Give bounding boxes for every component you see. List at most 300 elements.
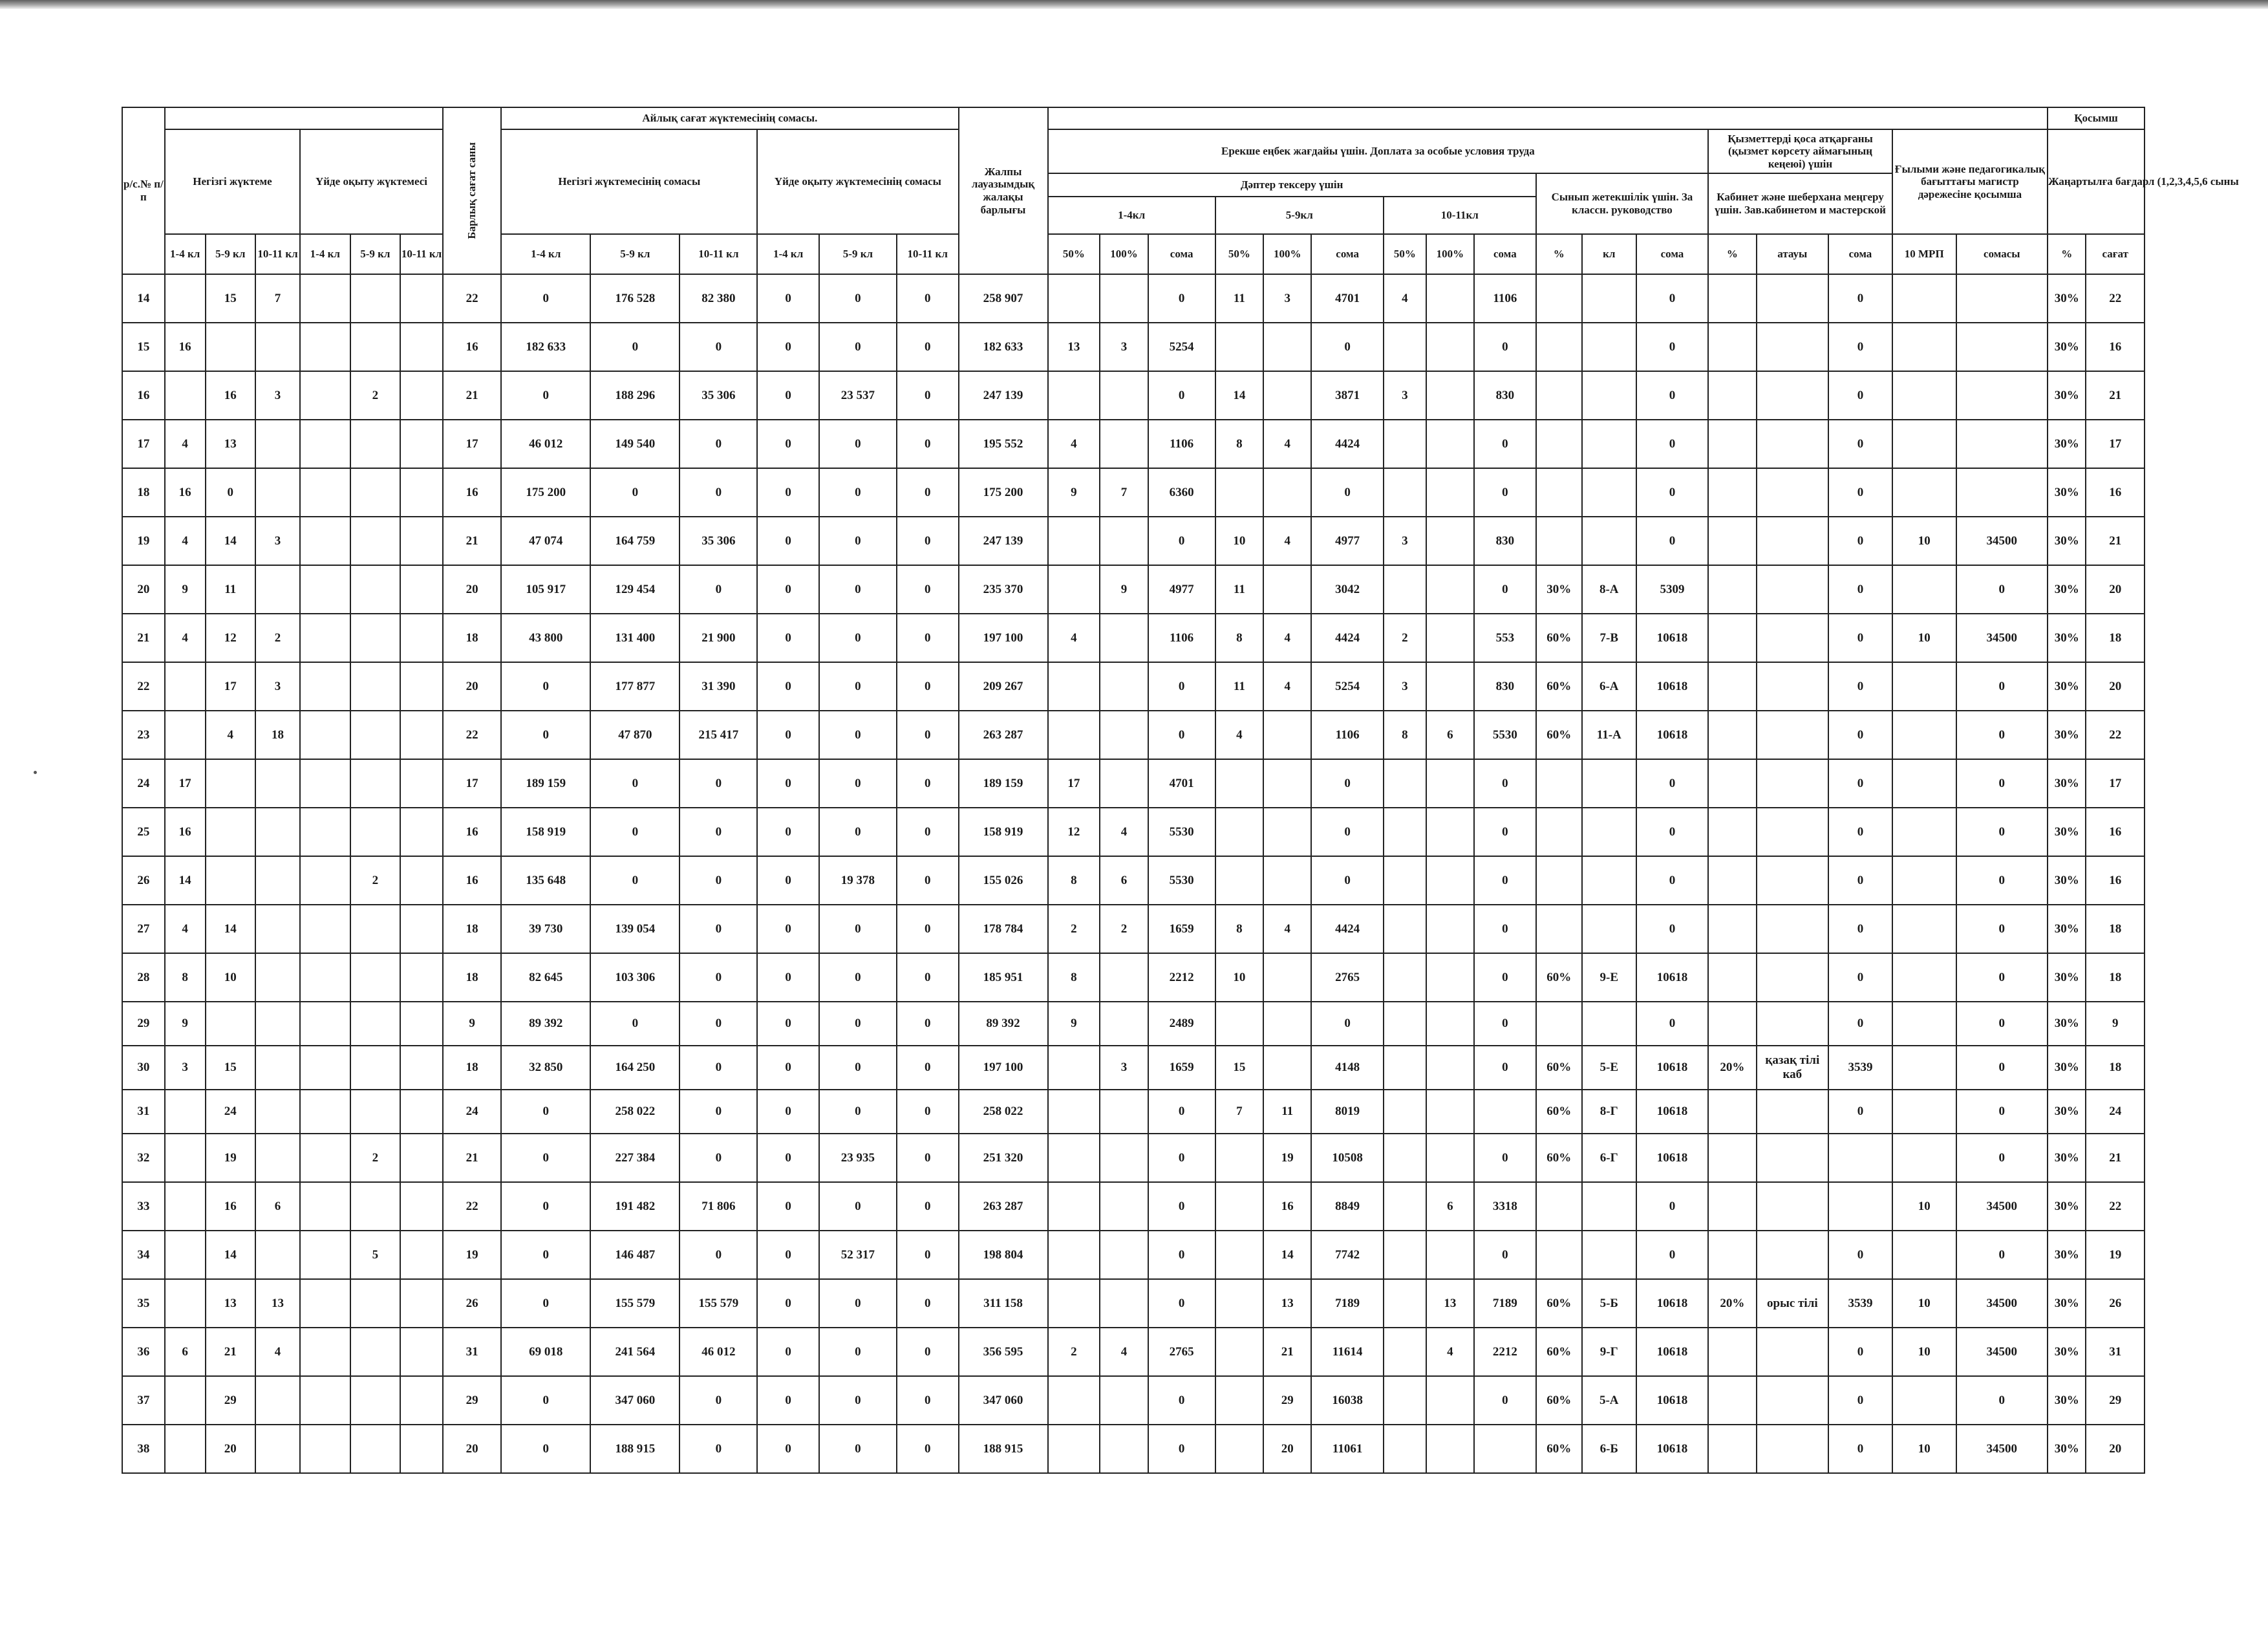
cell-nb14-100: 2 bbox=[1100, 905, 1148, 953]
cell-nb14-100 bbox=[1100, 371, 1148, 420]
cell-cab-soma: 0 bbox=[1828, 468, 1892, 517]
cell-nb59-100 bbox=[1263, 565, 1311, 614]
cell-basic-1-4 bbox=[165, 1425, 206, 1473]
cell-updated-pct: 30% bbox=[2048, 371, 2086, 420]
cell-updated-pct: 30% bbox=[2048, 1182, 2086, 1231]
cell-number: 17 bbox=[122, 420, 165, 468]
cell-nb14-soma: 0 bbox=[1148, 274, 1215, 323]
cell-homesum-10-11: 0 bbox=[897, 420, 959, 468]
cell-total-salary: 235 370 bbox=[959, 565, 1048, 614]
cell-updated-pct: 30% bbox=[2048, 468, 2086, 517]
cell-lead-class: 11-А bbox=[1582, 711, 1636, 759]
cell-nb14-100 bbox=[1100, 1376, 1148, 1425]
cell-updated-pct: 30% bbox=[2048, 1090, 2086, 1134]
cell-nb59-50 bbox=[1215, 1231, 1263, 1279]
cell-basic-1-4 bbox=[165, 1182, 206, 1231]
cell-nb59-soma: 0 bbox=[1311, 468, 1384, 517]
cell-homesum-10-11: 0 bbox=[897, 1328, 959, 1376]
cell-total-hours: 18 bbox=[443, 614, 501, 662]
cell-nb59-50 bbox=[1215, 1182, 1263, 1231]
cell-homesum-5-9: 0 bbox=[819, 1046, 897, 1090]
header-monthly-sum: Айлық сағат жүктемесінің сомасы. bbox=[501, 107, 958, 129]
cell-nb59-soma: 4701 bbox=[1311, 274, 1384, 323]
cell-nb1011-100 bbox=[1426, 420, 1474, 468]
cell-number: 31 bbox=[122, 1090, 165, 1134]
cell-science-mrp bbox=[1892, 468, 1956, 517]
cell-lead-soma: 0 bbox=[1636, 808, 1709, 856]
cell-nb14-100: 9 bbox=[1100, 565, 1148, 614]
sub-nb59-100: 100% bbox=[1263, 234, 1311, 274]
cell-science-mrp bbox=[1892, 1002, 1956, 1046]
cell-nb59-100 bbox=[1263, 371, 1311, 420]
cell-home-5-9 bbox=[350, 323, 401, 371]
cell-science-mrp bbox=[1892, 662, 1956, 711]
cell-science-mrp bbox=[1892, 1231, 1956, 1279]
cell-basic-5-9: 19 bbox=[206, 1134, 256, 1182]
cell-science-mrp: 10 bbox=[1892, 1182, 1956, 1231]
cell-homesum-5-9: 0 bbox=[819, 1279, 897, 1328]
cell-basic-5-9 bbox=[206, 323, 256, 371]
cell-nb59-soma: 0 bbox=[1311, 856, 1384, 905]
cell-lead-soma: 0 bbox=[1636, 274, 1709, 323]
cell-total-salary: 155 026 bbox=[959, 856, 1048, 905]
cell-cab-name bbox=[1757, 856, 1829, 905]
cell-homesum-5-9: 0 bbox=[819, 1182, 897, 1231]
cell-nb14-soma: 0 bbox=[1148, 662, 1215, 711]
table-row bbox=[122, 1279, 2145, 1328]
cell-nb14-soma: 4701 bbox=[1148, 759, 1215, 808]
cell-basicsum-5-9: 0 bbox=[590, 323, 679, 371]
cell-nb1011-50 bbox=[1384, 1182, 1426, 1231]
cell-updated-hours: 9 bbox=[2086, 1002, 2145, 1046]
cell-updated-pct: 30% bbox=[2048, 323, 2086, 371]
cell-homesum-1-4: 0 bbox=[757, 1279, 819, 1328]
cell-cab-name bbox=[1757, 711, 1829, 759]
cell-basicsum-10-11: 0 bbox=[679, 1231, 757, 1279]
cell-nb1011-100 bbox=[1426, 517, 1474, 565]
cell-basicsum-1-4: 189 159 bbox=[501, 759, 590, 808]
cell-nb1011-100 bbox=[1426, 808, 1474, 856]
cell-basic-10-11 bbox=[255, 1134, 300, 1182]
cell-nb14-soma: 5530 bbox=[1148, 856, 1215, 905]
cell-basic-10-11: 6 bbox=[255, 1182, 300, 1231]
cell-basic-5-9 bbox=[206, 856, 256, 905]
cell-nb14-100 bbox=[1100, 1425, 1148, 1473]
cell-total-hours: 20 bbox=[443, 1425, 501, 1473]
cell-homesum-1-4: 0 bbox=[757, 420, 819, 468]
cell-homesum-5-9: 52 317 bbox=[819, 1231, 897, 1279]
cell-home-5-9 bbox=[350, 905, 401, 953]
cell-total-salary: 197 100 bbox=[959, 1046, 1048, 1090]
cell-cab-name bbox=[1757, 517, 1829, 565]
cell-number: 15 bbox=[122, 323, 165, 371]
cell-basic-10-11 bbox=[255, 565, 300, 614]
table-row bbox=[122, 808, 2145, 856]
cell-basic-10-11 bbox=[255, 1376, 300, 1425]
cell-lead-class bbox=[1582, 420, 1636, 468]
cell-nb59-soma: 11061 bbox=[1311, 1425, 1384, 1473]
cell-home-10-11 bbox=[400, 856, 443, 905]
cell-basic-10-11: 2 bbox=[255, 614, 300, 662]
table-row bbox=[122, 759, 2145, 808]
cell-nb1011-soma: 0 bbox=[1474, 323, 1536, 371]
sub-nb14-100: 100% bbox=[1100, 234, 1148, 274]
cell-basicsum-10-11: 0 bbox=[679, 1002, 757, 1046]
cell-number: 27 bbox=[122, 905, 165, 953]
cell-home-10-11 bbox=[400, 1328, 443, 1376]
cell-nb59-50 bbox=[1215, 759, 1263, 808]
cell-cab-soma: 0 bbox=[1828, 711, 1892, 759]
cell-number: 26 bbox=[122, 856, 165, 905]
cell-cab-pct bbox=[1708, 905, 1756, 953]
sub-cab-soma: сома bbox=[1828, 234, 1892, 274]
cell-lead-class bbox=[1582, 1002, 1636, 1046]
cell-nb14-100 bbox=[1100, 1182, 1148, 1231]
cell-cab-name bbox=[1757, 759, 1829, 808]
cell-nb14-soma: 4977 bbox=[1148, 565, 1215, 614]
cell-nb1011-50 bbox=[1384, 953, 1426, 1002]
cell-homesum-10-11: 0 bbox=[897, 565, 959, 614]
cell-nb59-100 bbox=[1263, 323, 1311, 371]
cell-updated-pct: 30% bbox=[2048, 1231, 2086, 1279]
cell-total-salary: 251 320 bbox=[959, 1134, 1048, 1182]
cell-nb14-100: 3 bbox=[1100, 1046, 1148, 1090]
cell-nb1011-soma bbox=[1474, 1090, 1536, 1134]
sub-lead-soma: сома bbox=[1636, 234, 1709, 274]
cell-basicsum-1-4: 0 bbox=[501, 1231, 590, 1279]
cell-nb1011-soma bbox=[1474, 1425, 1536, 1473]
cell-science-mrp bbox=[1892, 953, 1956, 1002]
cell-homesum-1-4: 0 bbox=[757, 323, 819, 371]
cell-cab-soma: 0 bbox=[1828, 905, 1892, 953]
sub-homesum-10-11: 10-11 кл bbox=[897, 234, 959, 274]
header-cabinet: Кабинет және шеберхана меңгеру үшін. Зав.кабинетом и мастерской bbox=[1708, 173, 1892, 234]
cell-basicsum-10-11: 0 bbox=[679, 1090, 757, 1134]
cell-home-10-11 bbox=[400, 905, 443, 953]
cell-nb1011-soma: 0 bbox=[1474, 565, 1536, 614]
cell-lead-pct bbox=[1536, 1002, 1582, 1046]
cell-basic-1-4: 16 bbox=[165, 468, 206, 517]
cell-nb14-soma: 0 bbox=[1148, 517, 1215, 565]
cell-home-5-9 bbox=[350, 1425, 401, 1473]
cell-nb14-soma: 1106 bbox=[1148, 614, 1215, 662]
cell-total-hours: 24 bbox=[443, 1090, 501, 1134]
sub-lead-kl: кл bbox=[1582, 234, 1636, 274]
cell-lead-soma: 10618 bbox=[1636, 614, 1709, 662]
cell-home-5-9 bbox=[350, 517, 401, 565]
cell-basic-1-4 bbox=[165, 662, 206, 711]
cell-science-sum: 34500 bbox=[1956, 614, 2048, 662]
cell-total-salary: 258 907 bbox=[959, 274, 1048, 323]
cell-nb14-100 bbox=[1100, 1090, 1148, 1134]
cell-total-salary: 209 267 bbox=[959, 662, 1048, 711]
cell-basicsum-5-9: 0 bbox=[590, 468, 679, 517]
cell-basicsum-1-4: 0 bbox=[501, 1182, 590, 1231]
table-row bbox=[122, 371, 2145, 420]
cell-science-sum bbox=[1956, 274, 2048, 323]
cell-basic-10-11: 3 bbox=[255, 517, 300, 565]
cell-number: 36 bbox=[122, 1328, 165, 1376]
cell-basic-5-9: 0 bbox=[206, 468, 256, 517]
sub-nb59-50: 50% bbox=[1215, 234, 1263, 274]
cell-total-salary: 195 552 bbox=[959, 420, 1048, 468]
cell-basicsum-10-11: 0 bbox=[679, 323, 757, 371]
cell-home-5-9 bbox=[350, 1328, 401, 1376]
cell-science-mrp bbox=[1892, 274, 1956, 323]
cell-basicsum-10-11: 0 bbox=[679, 468, 757, 517]
cell-basic-5-9: 14 bbox=[206, 517, 256, 565]
cell-number: 23 bbox=[122, 711, 165, 759]
cell-nb1011-50: 8 bbox=[1384, 711, 1426, 759]
cell-homesum-1-4: 0 bbox=[757, 614, 819, 662]
sub-homesum-5-9: 5-9 кл bbox=[819, 234, 897, 274]
cell-nb59-100 bbox=[1263, 953, 1311, 1002]
cell-nb1011-50 bbox=[1384, 1046, 1426, 1090]
cell-homesum-10-11: 0 bbox=[897, 905, 959, 953]
cell-cab-soma: 0 bbox=[1828, 1376, 1892, 1425]
cell-nb1011-soma: 0 bbox=[1474, 759, 1536, 808]
cell-cab-pct bbox=[1708, 1182, 1756, 1231]
cell-basic-1-4 bbox=[165, 711, 206, 759]
header-grade-10-11: 10-11кл bbox=[1384, 197, 1536, 234]
cell-home-10-11 bbox=[400, 662, 443, 711]
sub-basicsum-10-11: 10-11 кл bbox=[679, 234, 757, 274]
cell-home-10-11 bbox=[400, 1376, 443, 1425]
cell-homesum-5-9: 0 bbox=[819, 1090, 897, 1134]
cell-number: 24 bbox=[122, 759, 165, 808]
cell-lead-soma: 10618 bbox=[1636, 711, 1709, 759]
cell-homesum-1-4: 0 bbox=[757, 808, 819, 856]
table-row bbox=[122, 1134, 2145, 1182]
cell-nb14-soma: 2765 bbox=[1148, 1328, 1215, 1376]
cell-science-sum: 0 bbox=[1956, 1002, 2048, 1046]
cell-nb14-100 bbox=[1100, 517, 1148, 565]
cell-cab-soma: 0 bbox=[1828, 662, 1892, 711]
cell-basic-1-4: 4 bbox=[165, 905, 206, 953]
cell-home-10-11 bbox=[400, 468, 443, 517]
cell-nb14-100 bbox=[1100, 711, 1148, 759]
cell-nb1011-50 bbox=[1384, 1279, 1426, 1328]
cell-home-5-9 bbox=[350, 274, 401, 323]
cell-homesum-5-9: 0 bbox=[819, 565, 897, 614]
cell-homesum-10-11: 0 bbox=[897, 1134, 959, 1182]
cell-homesum-1-4: 0 bbox=[757, 953, 819, 1002]
cell-home-5-9 bbox=[350, 759, 401, 808]
header-home-load: Үйде оқыту жүктемесі bbox=[300, 129, 443, 234]
cell-nb1011-soma: 3318 bbox=[1474, 1182, 1536, 1231]
cell-nb59-100 bbox=[1263, 711, 1311, 759]
cell-updated-hours: 18 bbox=[2086, 953, 2145, 1002]
cell-nb14-50 bbox=[1048, 517, 1100, 565]
cell-nb14-100: 4 bbox=[1100, 808, 1148, 856]
cell-nb59-100 bbox=[1263, 856, 1311, 905]
cell-cab-name bbox=[1757, 905, 1829, 953]
cell-cab-name: қазақ тілі каб bbox=[1757, 1046, 1829, 1090]
cell-nb14-soma: 1659 bbox=[1148, 905, 1215, 953]
cell-nb59-50 bbox=[1215, 1328, 1263, 1376]
cell-cab-pct bbox=[1708, 856, 1756, 905]
cell-homesum-5-9: 0 bbox=[819, 953, 897, 1002]
cell-basic-1-4 bbox=[165, 274, 206, 323]
cell-cab-name bbox=[1757, 323, 1829, 371]
cell-basicsum-1-4: 0 bbox=[501, 662, 590, 711]
cell-home-1-4 bbox=[300, 517, 350, 565]
cell-lead-class: 6-А bbox=[1582, 662, 1636, 711]
cell-updated-hours: 21 bbox=[2086, 1134, 2145, 1182]
cell-number: 19 bbox=[122, 517, 165, 565]
cell-nb59-100 bbox=[1263, 468, 1311, 517]
cell-basic-1-4: 8 bbox=[165, 953, 206, 1002]
cell-homesum-1-4: 0 bbox=[757, 905, 819, 953]
cell-lead-pct: 60% bbox=[1536, 953, 1582, 1002]
cell-nb59-50: 11 bbox=[1215, 565, 1263, 614]
cell-nb1011-soma: 0 bbox=[1474, 1002, 1536, 1046]
cell-basic-5-9: 17 bbox=[206, 662, 256, 711]
cell-homesum-10-11: 0 bbox=[897, 1090, 959, 1134]
cell-lead-class: 9-Г bbox=[1582, 1328, 1636, 1376]
cell-homesum-10-11: 0 bbox=[897, 662, 959, 711]
table-row bbox=[122, 953, 2145, 1002]
cell-nb59-100: 11 bbox=[1263, 1090, 1311, 1134]
cell-lead-soma: 10618 bbox=[1636, 1134, 1709, 1182]
cell-nb14-soma: 0 bbox=[1148, 1231, 1215, 1279]
cell-science-mrp bbox=[1892, 565, 1956, 614]
cell-nb14-50 bbox=[1048, 371, 1100, 420]
cell-home-1-4 bbox=[300, 1425, 350, 1473]
cell-cab-pct bbox=[1708, 711, 1756, 759]
cell-basicsum-5-9: 0 bbox=[590, 856, 679, 905]
cell-lead-soma: 0 bbox=[1636, 323, 1709, 371]
table-row bbox=[122, 565, 2145, 614]
cell-nb59-soma: 5254 bbox=[1311, 662, 1384, 711]
cell-cab-pct bbox=[1708, 371, 1756, 420]
cell-nb14-50 bbox=[1048, 1231, 1100, 1279]
cell-cab-name bbox=[1757, 614, 1829, 662]
cell-nb14-100 bbox=[1100, 420, 1148, 468]
cell-science-mrp: 10 bbox=[1892, 614, 1956, 662]
cell-homesum-1-4: 0 bbox=[757, 1376, 819, 1425]
cell-basicsum-5-9: 241 564 bbox=[590, 1328, 679, 1376]
cell-homesum-1-4: 0 bbox=[757, 1090, 819, 1134]
cell-nb14-50 bbox=[1048, 1425, 1100, 1473]
cell-cab-soma: 0 bbox=[1828, 759, 1892, 808]
cell-cab-pct bbox=[1708, 1328, 1756, 1376]
sub-updated-hours: сағат bbox=[2086, 234, 2145, 274]
cell-nb1011-50 bbox=[1384, 1425, 1426, 1473]
cell-basic-10-11 bbox=[255, 1002, 300, 1046]
cell-lead-pct bbox=[1536, 517, 1582, 565]
cell-home-5-9 bbox=[350, 1002, 401, 1046]
cell-lead-pct bbox=[1536, 420, 1582, 468]
cell-nb1011-100 bbox=[1426, 323, 1474, 371]
cell-nb1011-50: 3 bbox=[1384, 371, 1426, 420]
cell-basicsum-10-11: 215 417 bbox=[679, 711, 757, 759]
table-row bbox=[122, 420, 2145, 468]
cell-lead-pct bbox=[1536, 1231, 1582, 1279]
cell-homesum-10-11: 0 bbox=[897, 1279, 959, 1328]
cell-updated-pct: 30% bbox=[2048, 1134, 2086, 1182]
cell-homesum-5-9: 0 bbox=[819, 1328, 897, 1376]
cell-basicsum-1-4: 0 bbox=[501, 371, 590, 420]
cell-nb1011-100: 13 bbox=[1426, 1279, 1474, 1328]
cell-total-salary: 356 595 bbox=[959, 1328, 1048, 1376]
table-row bbox=[122, 614, 2145, 662]
cell-cab-name bbox=[1757, 1376, 1829, 1425]
sub-basic-5-9: 5-9 кл bbox=[206, 234, 256, 274]
cell-total-hours: 18 bbox=[443, 953, 501, 1002]
cell-science-mrp: 10 bbox=[1892, 1279, 1956, 1328]
cell-nb59-100: 4 bbox=[1263, 517, 1311, 565]
cell-science-sum: 34500 bbox=[1956, 1425, 2048, 1473]
cell-home-1-4 bbox=[300, 274, 350, 323]
cell-basicsum-1-4: 0 bbox=[501, 1279, 590, 1328]
sub-nb59-soma: сома bbox=[1311, 234, 1384, 274]
cell-home-1-4 bbox=[300, 953, 350, 1002]
cell-lead-class: 5-Б bbox=[1582, 1279, 1636, 1328]
table-row bbox=[122, 1182, 2145, 1231]
cell-updated-hours: 20 bbox=[2086, 662, 2145, 711]
cell-cab-name bbox=[1757, 468, 1829, 517]
cell-nb59-100: 4 bbox=[1263, 420, 1311, 468]
cell-basic-5-9: 14 bbox=[206, 1231, 256, 1279]
cell-science-sum: 0 bbox=[1956, 953, 2048, 1002]
cell-nb59-100: 4 bbox=[1263, 614, 1311, 662]
cell-home-5-9: 2 bbox=[350, 371, 401, 420]
cell-homesum-1-4: 0 bbox=[757, 565, 819, 614]
scan-top-edge bbox=[0, 0, 2268, 9]
cell-total-salary: 185 951 bbox=[959, 953, 1048, 1002]
cell-basic-1-4 bbox=[165, 1231, 206, 1279]
cell-nb1011-100 bbox=[1426, 759, 1474, 808]
cell-total-salary: 347 060 bbox=[959, 1376, 1048, 1425]
cell-lead-pct: 60% bbox=[1536, 1134, 1582, 1182]
cell-home-5-9: 5 bbox=[350, 1231, 401, 1279]
cell-nb59-soma: 10508 bbox=[1311, 1134, 1384, 1182]
cell-basic-5-9 bbox=[206, 808, 256, 856]
cell-lead-soma: 0 bbox=[1636, 856, 1709, 905]
cell-number: 33 bbox=[122, 1182, 165, 1231]
cell-total-hours: 21 bbox=[443, 371, 501, 420]
cell-cab-soma: 0 bbox=[1828, 614, 1892, 662]
cell-nb14-100 bbox=[1100, 1134, 1148, 1182]
cell-home-10-11 bbox=[400, 953, 443, 1002]
cell-cab-name bbox=[1757, 1182, 1829, 1231]
cell-home-5-9 bbox=[350, 1090, 401, 1134]
cell-home-10-11 bbox=[400, 1134, 443, 1182]
cell-cab-pct: 20% bbox=[1708, 1279, 1756, 1328]
cell-basicsum-1-4: 158 919 bbox=[501, 808, 590, 856]
cell-home-5-9 bbox=[350, 1046, 401, 1090]
cell-nb1011-soma: 0 bbox=[1474, 953, 1536, 1002]
cell-nb14-100: 3 bbox=[1100, 323, 1148, 371]
cell-nb1011-100 bbox=[1426, 371, 1474, 420]
cell-basicsum-5-9: 258 022 bbox=[590, 1090, 679, 1134]
cell-home-1-4 bbox=[300, 420, 350, 468]
cell-total-hours: 22 bbox=[443, 1182, 501, 1231]
cell-lead-class: 8-Г bbox=[1582, 1090, 1636, 1134]
cell-total-salary: 189 159 bbox=[959, 759, 1048, 808]
cell-nb1011-soma: 0 bbox=[1474, 1231, 1536, 1279]
cell-nb1011-50: 3 bbox=[1384, 662, 1426, 711]
cell-basic-1-4 bbox=[165, 1134, 206, 1182]
cell-nb59-soma: 7189 bbox=[1311, 1279, 1384, 1328]
cell-cab-name: орыс тілі bbox=[1757, 1279, 1829, 1328]
cell-updated-pct: 30% bbox=[2048, 274, 2086, 323]
cell-homesum-5-9: 0 bbox=[819, 1425, 897, 1473]
cell-homesum-5-9: 19 378 bbox=[819, 856, 897, 905]
cell-nb59-100: 21 bbox=[1263, 1328, 1311, 1376]
cell-basic-1-4: 4 bbox=[165, 517, 206, 565]
